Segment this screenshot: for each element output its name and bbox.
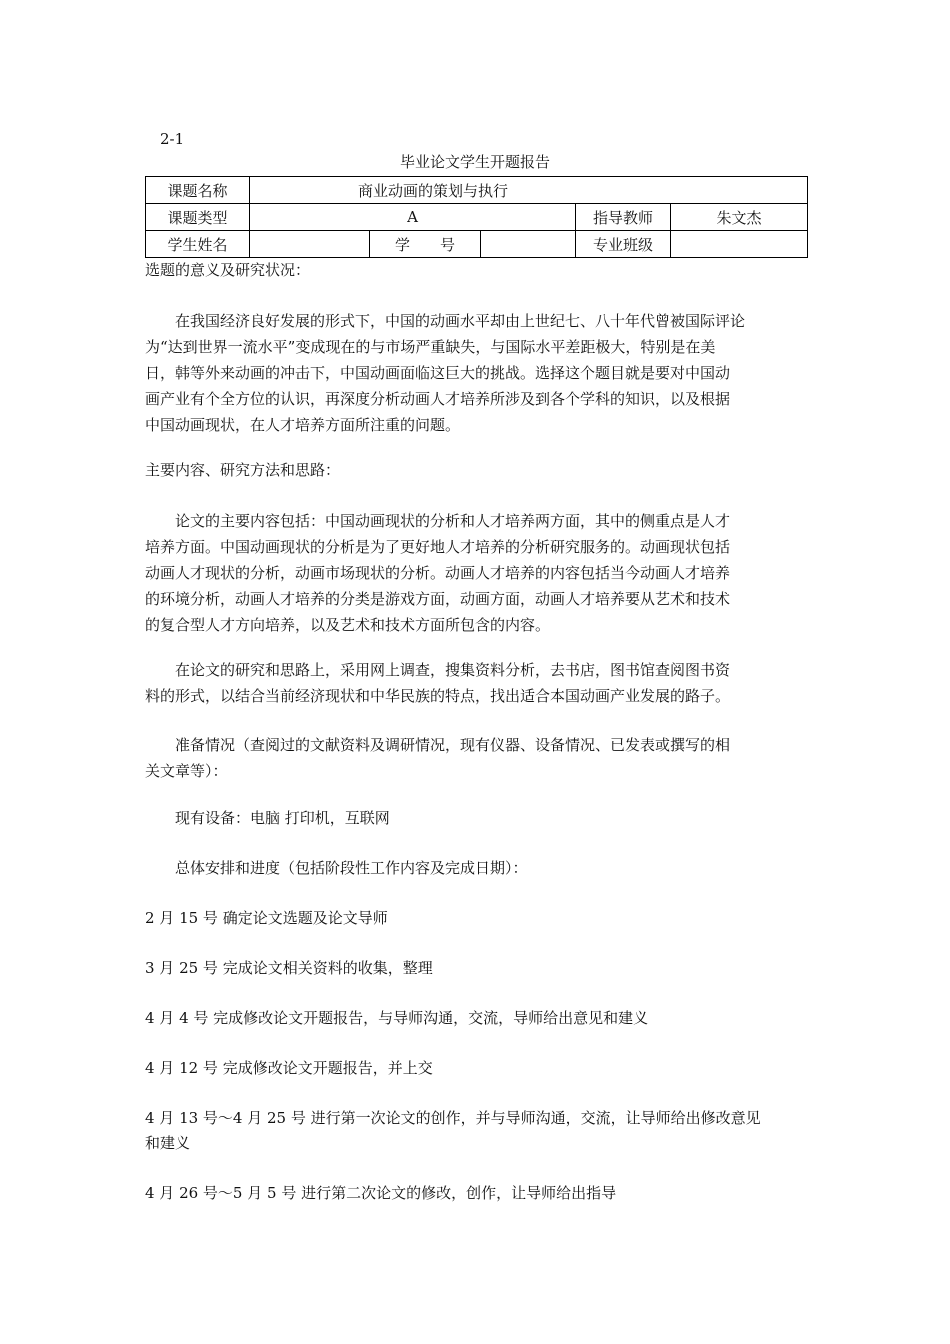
prep-paragraph (145, 732, 808, 784)
topic-type-label: 课题类型 (146, 204, 250, 231)
student-id-value (481, 231, 576, 258)
significance-paragraph (145, 308, 808, 438)
advisor-value: 朱文杰 (671, 204, 808, 231)
text-line: 论文的主要内容包括：中国动画现状的分析和人才培养两方面，其中的侧重点是人才 (175, 512, 731, 530)
student-id-label: 学 号 (370, 231, 481, 258)
equipment-line: 现有设备：电脑 打印机，互联网 (175, 809, 390, 827)
student-name-value (250, 231, 370, 258)
text-line: 的复合型人才方向培养，以及艺术和技术方面所包含的内容。 (145, 616, 551, 634)
advisor-label: 指导教师 (576, 204, 671, 231)
schedule-item: 4 月 26 号～5 月 5 号 进行第二次论文的修改，创作，让导师给出指导 (145, 1184, 617, 1202)
text-line: 的环境分析，动画人才培养的分类是游戏方面，动画方面，动画人才培养要从艺术和技术 (145, 590, 731, 608)
topic-type-value: A (250, 204, 576, 231)
text-line: 中国动画现状，在人才培养方面所注重的问题。 (145, 416, 461, 434)
schedule-heading: 总体安排和进度（包括阶段性工作内容及完成日期）： (175, 859, 528, 877)
topic-name-value: 商业动画的策划与执行 (250, 177, 808, 204)
student-name-label: 学生姓名 (146, 231, 250, 258)
class-value (671, 231, 808, 258)
text-line: 料的形式，以结合当前经济现状和中华民族的特点，找出适合本国动画产业发展的路子。 (145, 687, 731, 705)
method-paragraph (145, 657, 808, 709)
schedule-item-continued: 和建义 (145, 1134, 191, 1152)
text-line: 培养方面。中国动画现状的分析是为了更好地人才培养的分析研究服务的。动画现状包括 (145, 538, 731, 556)
text-line: 日，韩等外来动画的冲击下，中国动画面临这巨大的挑战。选择这个题目就是要对中国动 (145, 364, 731, 382)
significance-heading: 选题的意义及研究状况： (145, 261, 311, 279)
schedule-item: 4 月 4 号 完成修改论文开题报告，与导师沟通，交流，导师给出意见和建义 (145, 1009, 649, 1027)
schedule-item: 3 月 25 号 完成论文相关资料的收集，整理 (145, 959, 433, 977)
info-table (145, 176, 808, 258)
content-paragraph (145, 508, 808, 638)
document-title: 毕业论文学生开题报告 (399, 153, 550, 171)
table-row (146, 231, 808, 258)
document-code: 2-1 (160, 130, 185, 148)
text-line: 动画人才现状的分析，动画市场现状的分析。动画人才培养的内容包括当今动画人才培养 (145, 564, 731, 582)
schedule-item: 4 月 12 号 完成修改论文开题报告，并上交 (145, 1059, 433, 1077)
content-heading: 主要内容、研究方法和思路： (145, 461, 341, 479)
schedule-item: 4 月 13 号～4 月 25 号 进行第一次论文的创作，并与导师沟通，交流，让导师给出修改意见 (145, 1109, 761, 1127)
text-line: 在我国经济良好发展的形式下，中国的动画水平却由上世纪七、八十年代曾被国际评论 (175, 312, 746, 330)
text-line: 准备情况（查阅过的文献资料及调研情况，现有仪器、设备情况、已发表或撰写的相 (175, 736, 731, 754)
text-line: 关文章等）： (145, 762, 228, 780)
text-line: 在论文的研究和思路上，采用网上调查，搜集资料分析，去书店，图书馆查阅图书资 (175, 661, 731, 679)
topic-name-label: 课题名称 (146, 177, 250, 204)
text-line: 画产业有个全方位的认识，再深度分析动画人才培养所涉及到各个学科的知识，以及根据 (145, 390, 731, 408)
schedule-item: 2 月 15 号 确定论文选题及论文导师 (145, 909, 388, 927)
table-row (146, 177, 808, 204)
table-row (146, 204, 808, 231)
class-label: 专业班级 (576, 231, 671, 258)
text-line: 为“达到世界一流水平”变成现在的与市场严重缺失，与国际水平差距极大，特别是在美 (145, 338, 716, 356)
